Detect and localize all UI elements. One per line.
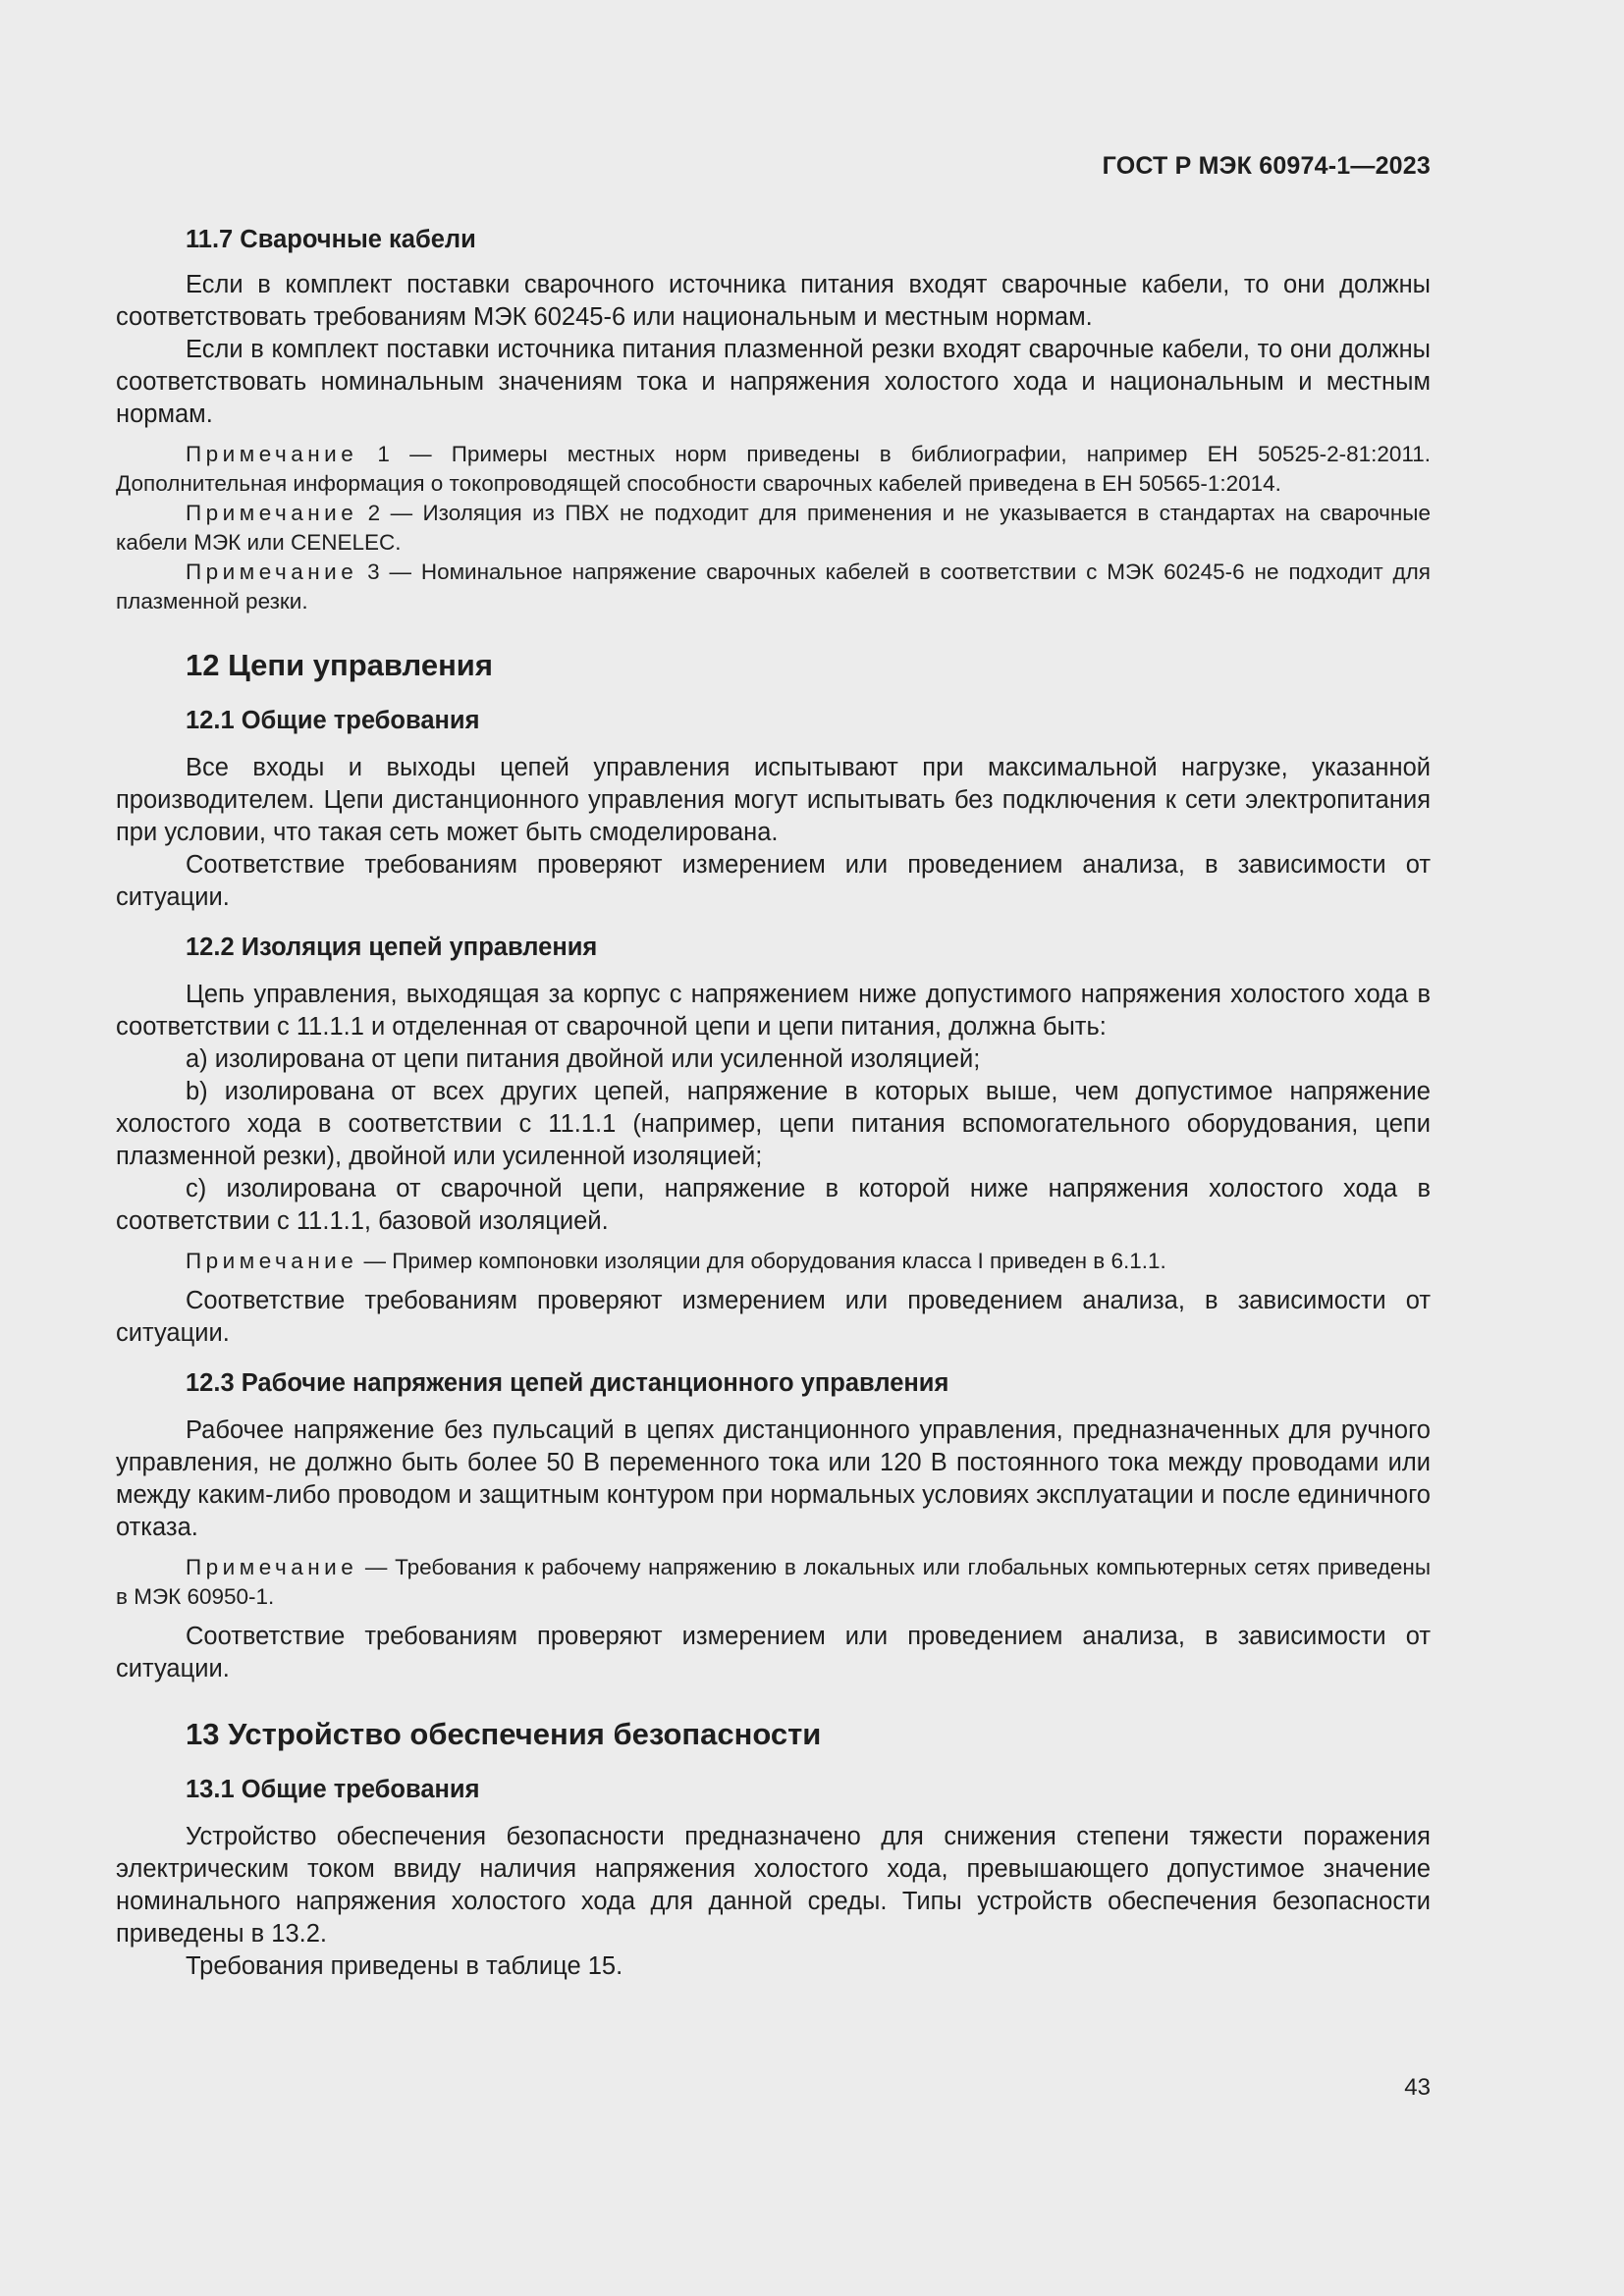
paragraph: Если в комплект поставки источника питания плазменной резки входят сварочные кабели, то они должны соответствовать номинальным значениям тока и напряжения холостого хода и национальным и местным нормам. xyxy=(116,336,1431,428)
note xyxy=(116,558,1431,616)
note xyxy=(116,440,1431,499)
paragraph: Рабочее напряжение без пульсаций в цепях дистанционного управления, предназначенных для ручного управления, не должно быть более 50 В переменного тока или 120 В постоянного тока между проводами или между каким-либо проводом и защитным контуром при нормальных условиях эксплуатации и после единичного отказа. xyxy=(116,1416,1431,1541)
note-label: Примечание xyxy=(186,560,358,584)
list-item: c) изолирована от сварочной цепи, напряжение в которой ниже напряжения холостого хода в соответствии с 11.1.1, базовой изоляцией. xyxy=(116,1175,1431,1235)
note xyxy=(116,1247,1431,1276)
note-text: — Требования к рабочему напряжению в локальных или глобальных компьютерных сетях приведены в МЭК 60950-1. xyxy=(116,1555,1431,1609)
note-label: Примечание xyxy=(186,1555,358,1579)
list-item: a) изолирована от цепи питания двойной или усиленной изоляцией; xyxy=(186,1045,981,1073)
section-12-1-title: 12.1 Общие требования xyxy=(186,707,480,734)
section-12-2-title: 12.2 Изоляция цепей управления xyxy=(186,934,598,961)
section-12-3-title: 12.3 Рабочие напряжения цепей дистанционного управления xyxy=(186,1369,949,1397)
note-label: Примечание xyxy=(186,1249,358,1273)
section-13-1-title: 13.1 Общие требования xyxy=(186,1776,480,1803)
note-text: 2 — Изоляция из ПВХ не подходит для применения и не указывается в стандартах на сварочные кабели МЭК или CENELEC. xyxy=(116,501,1431,555)
list-item: b) изолирована от всех других цепей, напряжение в которых выше, чем допустимое напряжение холостого хода в соответствии с 11.1.1 (например, цепи питания вспомогательного оборудования, цепи плазменной резки), двойной или усиленной изоляцией; xyxy=(116,1078,1431,1170)
document-header: ГОСТ Р МЭК 60974-1—2023 xyxy=(1102,152,1431,180)
note-text: 1 — Примеры местных норм приведены в библиографии, например ЕН 50525-2-81:2011. Дополнительная информация о токопроводящей способности сварочных кабелей приведена в ЕН 50565-1:2014. xyxy=(116,442,1431,496)
note-label: Примечание xyxy=(186,501,358,525)
note xyxy=(116,1553,1431,1612)
paragraph: Соответствие требованиям проверяют измерением или проведением анализа, в зависимости от ситуации. xyxy=(116,851,1431,911)
paragraph: Устройство обеспечения безопасности предназначено для снижения степени тяжести поражения электрическим током ввиду наличия напряжения холостого хода, превышающего допустимое значение номинального напряжения холостого хода для данной среды. Типы устройств обеспечения безопасности приведены в 13.2. xyxy=(116,1823,1431,1948)
note xyxy=(116,499,1431,558)
note-text: — Пример компоновки изоляции для оборудования класса I приведен в 6.1.1. xyxy=(357,1249,1166,1273)
section-11-7-title: 11.7 Сварочные кабели xyxy=(186,226,476,253)
note-text: 3 — Номинальное напряжение сварочных кабелей в соответствии с МЭК 60245-6 не подходит для плазменной резки. xyxy=(116,560,1431,614)
page-number: 43 xyxy=(1404,2074,1431,2101)
note-label: Примечание xyxy=(186,442,358,466)
paragraph: Все входы и выходы цепей управления испытывают при максимальной нагрузке, указанной производителем. Цепи дистанционного управления могут испытывать без подключения к сети электропитания при условии, что такая сеть может быть смоделирована. xyxy=(116,754,1431,846)
paragraph: Соответствие требованиям проверяют измерением или проведением анализа, в зависимости от ситуации. xyxy=(116,1623,1431,1682)
section-12-title: 12 Цепи управления xyxy=(186,648,493,682)
section-13-title: 13 Устройство обеспечения безопасности xyxy=(186,1717,822,1751)
paragraph: Цепь управления, выходящая за корпус с напряжением ниже допустимого напряжения холостого хода в соответствии с 11.1.1 и отделенная от сварочной цепи и цепи питания, должна быть: xyxy=(116,981,1431,1041)
paragraph: Требования приведены в таблице 15. xyxy=(186,1952,623,1980)
page-body xyxy=(116,147,1431,1983)
paragraph: Соответствие требованиям проверяют измерением или проведением анализа, в зависимости от ситуации. xyxy=(116,1287,1431,1347)
paragraph: Если в комплект поставки сварочного источника питания входят сварочные кабели, то они должны соответствовать требованиям МЭК 60245-6 или национальным и местным нормам. xyxy=(116,271,1431,331)
